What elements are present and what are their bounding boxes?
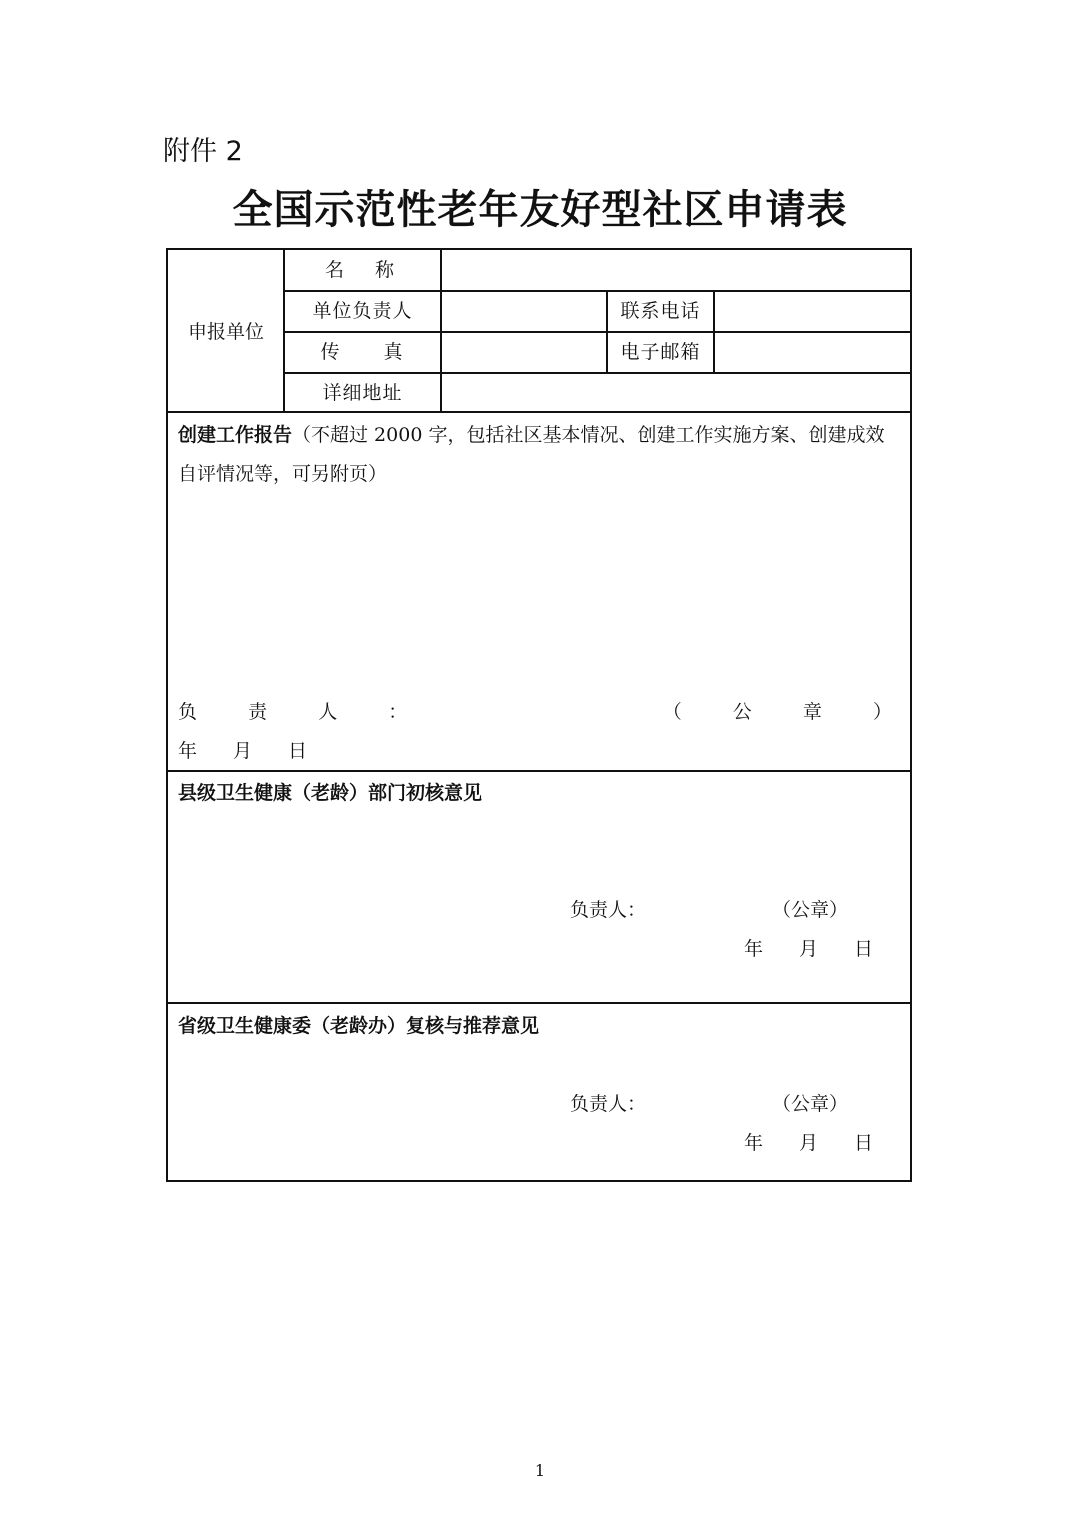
province-date-day: 日 [854,1132,874,1154]
county-signer-label: 负责人： [570,899,647,921]
report-instructions [178,416,902,494]
grid-line [284,290,911,292]
province-date-month: 月 [799,1132,819,1154]
grid-line [284,372,911,374]
report-sign-char: 人 [318,701,338,723]
report-sign-char: 章 [802,701,822,723]
report-heading: 创建工作报告 [178,424,293,446]
county-review-heading: 县级卫生健康（老龄）部门初核意见 [178,782,483,804]
county-date-month: 月 [799,938,819,960]
attachment-label: 附件 2 [163,136,243,167]
report-sign-char: 公 [732,701,752,723]
report-date-day: 日 [288,740,308,762]
form-title: 全国示范性老年友好型社区申请表 [232,187,848,233]
name-label: 名 称 [324,259,400,281]
report-sign-char: ： [388,701,408,723]
county-seal-label: （公章） [772,899,849,921]
address-label: 详细地址 [322,382,403,404]
province-date-year: 年 [744,1132,764,1154]
report-sign-char: ） [872,701,892,723]
phone-label: 联系电话 [620,300,701,322]
grid-line [167,411,911,413]
report-note: （不超过 2000 字，包括社区基本情况、创建工作实施方案、创建成效自评情况等，可另附页） [178,424,885,485]
report-sign-char: 负 [178,701,198,723]
report-date-year: 年 [178,740,198,762]
fax-label: 传 真 [320,341,405,363]
report-sign-char: （ [662,701,682,723]
province-seal-label: （公章） [772,1093,849,1115]
grid-line [284,331,911,333]
report-signature-line [178,700,892,724]
province-review-heading: 省级卫生健康委（老龄办）复核与推荐意见 [178,1015,540,1037]
province-signer-label: 负责人： [570,1093,647,1115]
applicant-section-label: 申报单位 [187,321,264,343]
report-sign-char: 责 [248,701,268,723]
county-date-year: 年 [744,938,764,960]
email-label: 电子邮箱 [620,341,701,363]
grid-line [167,770,911,772]
report-date-month: 月 [233,740,253,762]
grid-line [167,1002,911,1004]
leader-label: 单位负责人 [312,300,413,322]
county-date-day: 日 [854,938,874,960]
page-number: 1 [534,1461,546,1480]
